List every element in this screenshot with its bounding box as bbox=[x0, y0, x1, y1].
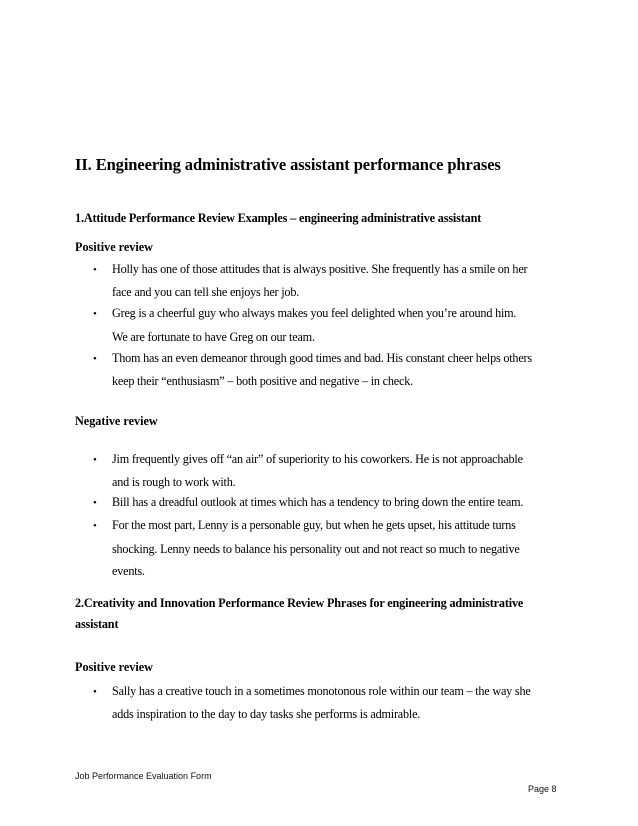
list-item-line: face and you can tell she enjoys her job. bbox=[112, 285, 300, 299]
negative-review-label: Negative review bbox=[75, 414, 158, 428]
bullet-icon: • bbox=[93, 520, 97, 532]
list-item-line: For the most part, Lenny is a personable guy, but when he gets upset, his attitude turns bbox=[112, 518, 516, 532]
list-item-line: keep their “enthusiasm” – both positive and negative – in check. bbox=[112, 374, 413, 388]
list-item-line: We are fortunate to have Greg on our team. bbox=[112, 330, 315, 344]
positive-review-label: Positive review bbox=[75, 240, 153, 254]
list-item-line: Thom has an even demeanor through good times and bad. His constant cheer helps others bbox=[112, 351, 532, 365]
positive-review-label: Positive review bbox=[75, 660, 153, 674]
list-item-line: Greg is a cheerful guy who always makes you feel delighted when you’re around him. bbox=[112, 306, 517, 320]
bullet-icon: • bbox=[93, 497, 97, 509]
subsection-title-creativity-cont: assistant bbox=[75, 617, 119, 631]
section-heading: II. Engineering administrative assistant performance phrases bbox=[75, 155, 501, 174]
subsection-title-creativity: 2.Creativity and Innovation Performance Review Phrases for engineering administrative bbox=[75, 596, 524, 610]
list-item-line: Holly has one of those attitudes that is always positive. She frequently has a smile on her bbox=[112, 262, 528, 276]
subsection-title-attitude: 1.Attitude Performance Review Examples – engineering administrative assistant bbox=[75, 211, 482, 225]
bullet-icon: • bbox=[93, 264, 97, 276]
list-item-line: events. bbox=[112, 564, 145, 578]
bullet-icon: • bbox=[93, 308, 97, 320]
bullet-icon: • bbox=[93, 686, 97, 698]
list-item-line: and is rough to work with. bbox=[112, 475, 236, 489]
list-item-line: Jim frequently gives off “an air” of superiority to his coworkers. He is not approachable bbox=[112, 452, 523, 466]
list-item-line: adds inspiration to the day to day tasks she performs is admirable. bbox=[112, 707, 421, 721]
list-item-line: shocking. Lenny needs to balance his personality out and not react so much to negative bbox=[112, 542, 520, 556]
bullet-icon: • bbox=[93, 353, 97, 365]
list-item-line: Bill has a dreadful outlook at times which has a tendency to bring down the entire team. bbox=[112, 495, 524, 509]
list-item-line: Sally has a creative touch in a sometimes monotonous role within our team – the way she bbox=[112, 684, 531, 698]
footer-form-name: Job Performance Evaluation Form bbox=[75, 771, 212, 781]
page-number: Page 8 bbox=[528, 784, 557, 794]
bullet-icon: • bbox=[93, 454, 97, 466]
